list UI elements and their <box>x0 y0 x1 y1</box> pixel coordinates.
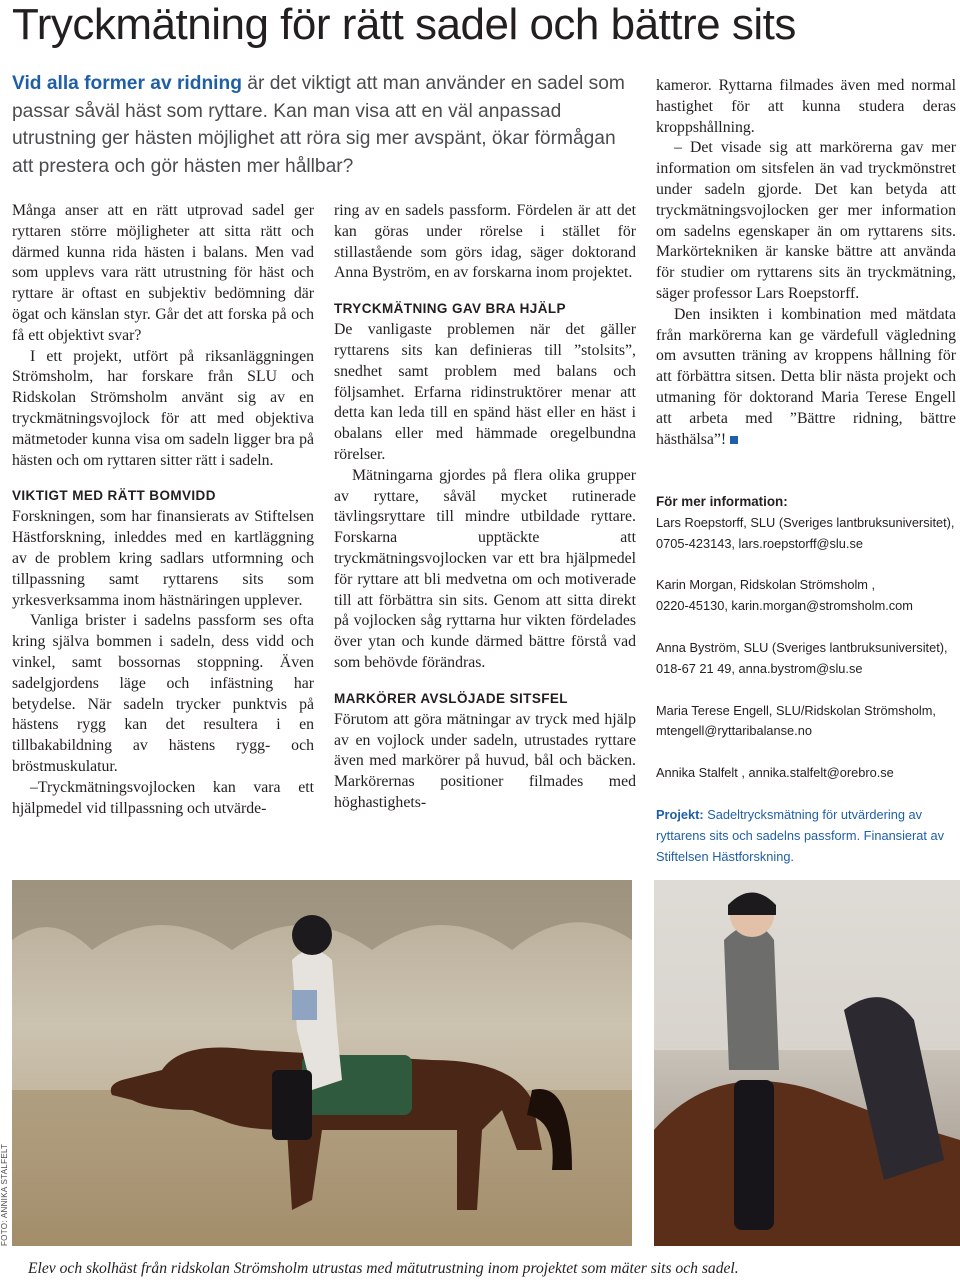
paragraph: Mätningarna gjordes på flera olika grupper av ryttare, såväl mycket rutinerade tävlingsryttare till mindre utbildade ryttare. Forskarna upptäckte att tryckmätningsvojlocken var ett bra hjälpmedel för ryttare att bli medvetna om och motiverade till att förbättra sin sits. Genom att sitta direkt på vojlocken såg ryttarna hur vikten fördelades över ytan och kunde därmed bättre förstå vad som behövde förändras. <box>334 466 636 671</box>
body-column-2 <box>334 201 636 814</box>
section-heading: VIKTIGT MED RÄTT BOMVIDD <box>12 488 216 504</box>
paragraph: De vanligaste problemen när det gäller ryttarens sits kan definieras till ”stolsits”, snedhet samt problem med balans och följsamhet. Erfarna ridinstruktörer menar att detta kan leda till en spänd häst eller en häst i obalans eller med hämmade oregelbundna rörelser. <box>334 321 636 463</box>
paragraph: I ett projekt, utfört på riksanläggningen Strömsholm, har forskare från SLU och Ridskolan Strömsholm använt sig av en tryckmätningsvojlock för att med objektiva mätmetoder kunna visa om sadeln ligger bra på hästen och om ryttaren sitter rätt i sadeln. <box>12 347 314 469</box>
paragraph: ring av en sadels passform. Fördelen är att det kan göras under rörelse i stället för stillastående som görs idag, säger doktorand Anna Byström, en av forskarna inom projektet. <box>334 202 636 282</box>
section-heading: MARKÖRER AVSLÖJADE SITSFEL <box>334 690 568 706</box>
body-column-3 <box>656 76 956 450</box>
photo-rider-with-assistant <box>654 880 960 1246</box>
horse-rider-illustration <box>12 880 632 1246</box>
contact-name: Anna Byström, SLU (Sveriges lantbruksuniversitet), <box>656 639 948 655</box>
contact-details: 0705-423143, lars.roepstorff@slu.se <box>656 535 863 551</box>
article-title: Tryckmätning för rätt sadel och bättre sits <box>12 0 796 49</box>
paragraph: –Tryckmätningsvojlocken kan vara ett hjälpmedel vid tillpassning och utvärde- <box>12 778 314 817</box>
contact-name: Karin Morgan, Ridskolan Strömsholm , <box>656 577 876 593</box>
contact-name: Annika Stalfelt , annika.stalfelt@orebro.se <box>656 765 894 781</box>
section-heading: TRYCKMÄTNING GAV BRA HJÄLP <box>334 301 566 317</box>
rider-assistant-illustration <box>654 880 960 1246</box>
contact-entry <box>656 763 960 784</box>
contact-name: Maria Terese Engell, SLU/Ridskolan Strömsholm, <box>656 702 936 718</box>
photo-rider-on-horse <box>12 880 632 1246</box>
contact-entry <box>656 638 960 680</box>
paragraph-text: Den insikten i kombination med mätdata från markörerna kan ge värdefull vägledning om avsutten träning av kroppens hållning för att förbättra sitsen. Detta blir nästa projekt och utmaning för doktorand Maria Terese Engell att arbeta med ”Bättre ridning, bättre hästhälsa”! <box>656 305 956 448</box>
contact-entry <box>656 701 960 743</box>
info-box <box>656 492 960 867</box>
end-square-icon <box>730 436 738 444</box>
paragraph <box>656 305 956 451</box>
project-note <box>656 805 960 867</box>
photo-credit-text: FOTO: ANNIKA STALFELT <box>0 1143 9 1246</box>
intro-lead: Vid alla former av ridning <box>12 73 242 94</box>
paragraph: Förutom att göra mätningar av tryck med hjälp av en vojlock under sadeln, utrustades ryttare även med markörer på huvud, bål och bäcken. Markörernas positioner filmades med höghastighets- <box>334 710 636 811</box>
contact-name: Lars Roepstorff, SLU (Sveriges lantbruksuniversitet), <box>656 514 955 530</box>
contact-details: mtengell@ryttaribalanse.no <box>656 723 812 739</box>
paragraph: – Det visade sig att markörerna gav mer information om sitsfelen än vad tryckmönstret under sadeln gjorde. Det kan betyda att tryckmätningsvojlocken ger mer information om sadelns egenskaper än om ryttarens sits. Markörtekniken är kanske bättre att använda för studier om ryttarens sits än tryckmätning, säger professor Lars Roepstorff. <box>656 139 956 302</box>
contact-entry <box>656 513 960 555</box>
contact-details: 0220-45130, karin.morgan@stromsholm.com <box>656 598 913 614</box>
article-intro <box>12 70 632 180</box>
project-label: Projekt: <box>656 806 704 822</box>
paragraph: Många anser att en rätt utprovad sadel ger ryttaren större möjligheter att sitta rätt och därmed kunna rida hästen i balans. Men vad som upplevs vara rätt utrustning för häst och ryttare är oftast en subjektiv bedömning där ögat och känslan styr. Går det att forska på och få ett objektivt svar? <box>12 202 314 344</box>
contact-entry <box>656 575 960 617</box>
photo-caption: Elev och skolhäst från ridskolan Strömsholm utrustas med mätutrustning inom projektet som mäter sits och sadel. <box>28 1260 739 1277</box>
paragraph: Forskningen, som har finansierats av Stiftelsen Hästforskning, inleddes med en kartläggning av de problem kring sadlars utformning och tillpassning samt ryttarens sits som yrkesverksamma inom hästnäringen upplever. <box>12 508 314 609</box>
paragraph: kameror. Ryttarna filmades även med normal hastighet för att kunna studera deras kroppshållning. <box>656 77 956 136</box>
body-column-1 <box>12 201 314 819</box>
contact-details: 018-67 21 49, anna.bystrom@slu.se <box>656 660 863 676</box>
paragraph: Vanliga brister i sadelns passform ses ofta kring själva bommen i sadeln, dess vidd och vinkel, samt bossornas stoppning. Även sadelgjordens läge och infästning har betydelse. När sadeln trycker punktvis på hästens rygg kan det resultera i en tillbakabildning av hästens rygg- och bröstmuskulatur. <box>12 612 314 775</box>
intro-text: är det viktigt att man använder en sadel som passar såväl häst som ryttare. Kan man visa att en väl anpassad utrustning ger hästen möjlighet att röra sig mer avspänt, ökar förmågan att prestera och gör hästen mer hållbar? <box>12 73 625 177</box>
project-text: Sadeltrycksmätning för utvärdering av ryttarens sits och sadelns passform. Finansierat av Stiftelsen Hästforskning. <box>656 806 945 864</box>
info-heading: För mer information: <box>656 494 788 509</box>
